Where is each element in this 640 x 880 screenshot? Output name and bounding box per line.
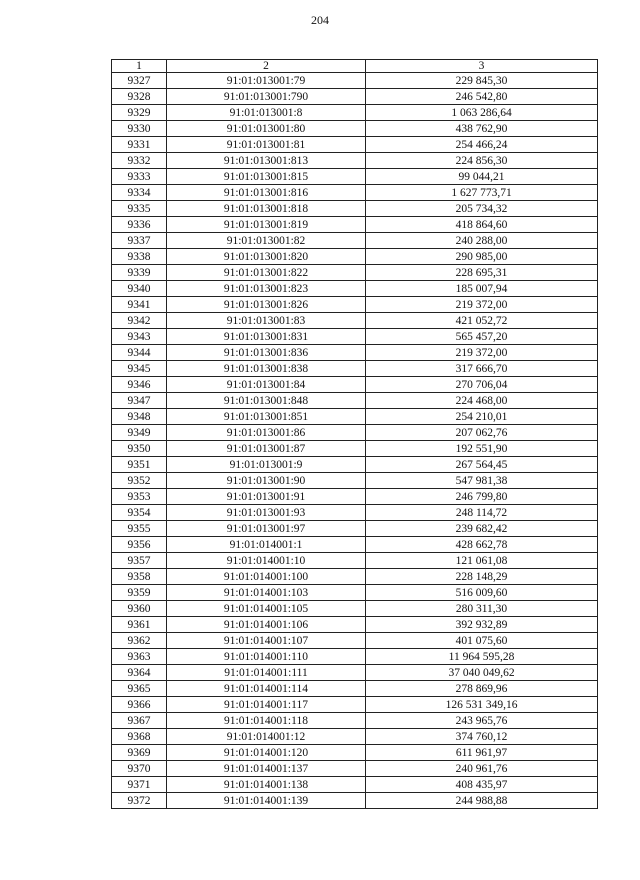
cadastral-number-cell: 91:01:014001:106 [167,617,366,633]
row-number-cell: 9344 [112,345,167,361]
table-row [112,185,598,201]
value-cell: 246 542,80 [366,89,598,105]
table-row [112,457,598,473]
row-number-cell: 9330 [112,121,167,137]
value-cell: 185 007,94 [366,281,598,297]
value-cell: 126 531 349,16 [366,697,598,713]
table-row [112,553,598,569]
cadastral-number-cell: 91:01:014001:12 [167,729,366,745]
page-number: 204 [311,13,329,27]
cadastral-number-cell: 91:01:013001:9 [167,457,366,473]
row-number-cell: 9332 [112,153,167,169]
cadastral-number-cell: 91:01:014001:1 [167,537,366,553]
table-row [112,329,598,345]
row-number-cell: 9343 [112,329,167,345]
row-number-cell: 9340 [112,281,167,297]
value-cell: 611 961,97 [366,745,598,761]
table-row [112,489,598,505]
row-number-cell: 9361 [112,617,167,633]
value-cell: 228 148,29 [366,569,598,585]
value-cell: 11 964 595,28 [366,649,598,665]
table-row [112,537,598,553]
cadastral-number-cell: 91:01:014001:118 [167,713,366,729]
table-row [112,121,598,137]
value-cell: 418 864,60 [366,217,598,233]
table-row [112,217,598,233]
table-row [112,713,598,729]
table-row [112,649,598,665]
value-cell: 270 706,04 [366,377,598,393]
cadastral-number-cell: 91:01:013001:90 [167,473,366,489]
cadastral-number-cell: 91:01:013001:91 [167,489,366,505]
cadastral-number-cell: 91:01:013001:848 [167,393,366,409]
cadastral-number-cell: 91:01:013001:81 [167,137,366,153]
cadastral-number-cell: 91:01:014001:120 [167,745,366,761]
value-cell: 239 682,42 [366,521,598,537]
row-number-cell: 9360 [112,601,167,617]
cadastral-number-cell: 91:01:013001:838 [167,361,366,377]
cadastral-number-cell: 91:01:013001:80 [167,121,366,137]
cadastral-number-cell: 91:01:013001:93 [167,505,366,521]
value-cell: 228 695,31 [366,265,598,281]
row-number-cell: 9338 [112,249,167,265]
table-row [112,233,598,249]
table-row [112,89,598,105]
cadastral-number-cell: 91:01:013001:84 [167,377,366,393]
value-cell: 267 564,45 [366,457,598,473]
column-header-3: 3 [366,60,598,73]
value-cell: 205 734,32 [366,201,598,217]
cadastral-number-cell: 91:01:014001:111 [167,665,366,681]
cadastral-number-cell: 91:01:013001:818 [167,201,366,217]
row-number-cell: 9354 [112,505,167,521]
value-cell: 192 551,90 [366,441,598,457]
row-number-cell: 9331 [112,137,167,153]
table-row [112,425,598,441]
cadastral-number-cell: 91:01:013001:8 [167,105,366,121]
value-cell: 121 061,08 [366,553,598,569]
value-cell: 243 965,76 [366,713,598,729]
value-cell: 254 466,24 [366,137,598,153]
value-cell: 547 981,38 [366,473,598,489]
value-cell: 374 760,12 [366,729,598,745]
cadastral-number-cell: 91:01:013001:97 [167,521,366,537]
value-cell: 240 961,76 [366,761,598,777]
row-number-cell: 9335 [112,201,167,217]
table-row [112,169,598,185]
row-number-cell: 9345 [112,361,167,377]
table-row [112,665,598,681]
table-row [112,73,598,89]
cadastral-number-cell: 91:01:014001:138 [167,777,366,793]
cadastral-number-cell: 91:01:013001:816 [167,185,366,201]
row-number-cell: 9370 [112,761,167,777]
cadastral-number-cell: 91:01:013001:836 [167,345,366,361]
row-number-cell: 9350 [112,441,167,457]
value-cell: 280 311,30 [366,601,598,617]
cadastral-number-cell: 91:01:013001:820 [167,249,366,265]
row-number-cell: 9351 [112,457,167,473]
row-number-cell: 9349 [112,425,167,441]
table-row [112,153,598,169]
cadastral-number-cell: 91:01:013001:83 [167,313,366,329]
cadastral-value-table [111,59,598,809]
table-row [112,393,598,409]
table-row [112,473,598,489]
cadastral-number-cell: 91:01:014001:114 [167,681,366,697]
row-number-cell: 9328 [112,89,167,105]
row-number-cell: 9336 [112,217,167,233]
table-row [112,521,598,537]
row-number-cell: 9358 [112,569,167,585]
row-number-cell: 9334 [112,185,167,201]
value-cell: 438 762,90 [366,121,598,137]
cadastral-number-cell: 91:01:014001:107 [167,633,366,649]
cadastral-number-cell: 91:01:013001:87 [167,441,366,457]
cadastral-number-cell: 91:01:013001:79 [167,73,366,89]
column-header-2: 2 [167,60,366,73]
row-number-cell: 9346 [112,377,167,393]
value-cell: 37 040 049,62 [366,665,598,681]
row-number-cell: 9369 [112,745,167,761]
value-cell: 408 435,97 [366,777,598,793]
value-cell: 254 210,01 [366,409,598,425]
cadastral-number-cell: 91:01:014001:117 [167,697,366,713]
row-number-cell: 9333 [112,169,167,185]
row-number-cell: 9362 [112,633,167,649]
cadastral-number-cell: 91:01:013001:815 [167,169,366,185]
row-number-cell: 9353 [112,489,167,505]
table-row [112,409,598,425]
table-row [112,249,598,265]
cadastral-number-cell: 91:01:013001:790 [167,89,366,105]
table-row [112,505,598,521]
cadastral-number-cell: 91:01:014001:137 [167,761,366,777]
table-row [112,745,598,761]
cadastral-number-cell: 91:01:013001:831 [167,329,366,345]
cadastral-number-cell: 91:01:013001:819 [167,217,366,233]
cadastral-number-cell: 91:01:014001:100 [167,569,366,585]
row-number-cell: 9365 [112,681,167,697]
row-number-cell: 9327 [112,73,167,89]
table-row [112,281,598,297]
value-cell: 392 932,89 [366,617,598,633]
value-cell: 428 662,78 [366,537,598,553]
table-row [112,441,598,457]
row-number-cell: 9348 [112,409,167,425]
value-cell: 1 627 773,71 [366,185,598,201]
value-cell: 207 062,76 [366,425,598,441]
table-row [112,697,598,713]
value-cell: 401 075,60 [366,633,598,649]
row-number-cell: 9329 [112,105,167,121]
table-row [112,681,598,697]
row-number-cell: 9363 [112,649,167,665]
table-row [112,793,598,809]
table-row [112,729,598,745]
value-cell: 248 114,72 [366,505,598,521]
row-number-cell: 9341 [112,297,167,313]
table-row [112,345,598,361]
cadastral-number-cell: 91:01:014001:110 [167,649,366,665]
value-cell: 240 288,00 [366,233,598,249]
value-cell: 244 988,88 [366,793,598,809]
cadastral-number-cell: 91:01:013001:826 [167,297,366,313]
row-number-cell: 9355 [112,521,167,537]
cadastral-number-cell: 91:01:013001:822 [167,265,366,281]
value-cell: 229 845,30 [366,73,598,89]
row-number-cell: 9356 [112,537,167,553]
value-cell: 317 666,70 [366,361,598,377]
cadastral-number-cell: 91:01:014001:139 [167,793,366,809]
value-cell: 565 457,20 [366,329,598,345]
cadastral-number-cell: 91:01:014001:103 [167,585,366,601]
table-row [112,633,598,649]
value-cell: 224 468,00 [366,393,598,409]
table-row [112,361,598,377]
table-header-row [112,60,598,73]
row-number-cell: 9371 [112,777,167,793]
row-number-cell: 9368 [112,729,167,745]
cadastral-number-cell: 91:01:014001:10 [167,553,366,569]
cadastral-number-cell: 91:01:014001:105 [167,601,366,617]
value-cell: 1 063 286,64 [366,105,598,121]
table-row [112,201,598,217]
cadastral-number-cell: 91:01:013001:823 [167,281,366,297]
row-number-cell: 9337 [112,233,167,249]
table-row [112,297,598,313]
table-row [112,265,598,281]
table-row [112,777,598,793]
cadastral-number-cell: 91:01:013001:86 [167,425,366,441]
value-cell: 99 044,21 [366,169,598,185]
value-cell: 278 869,96 [366,681,598,697]
table-row [112,569,598,585]
row-number-cell: 9352 [112,473,167,489]
table-row [112,377,598,393]
row-number-cell: 9339 [112,265,167,281]
table-row [112,617,598,633]
table-row [112,313,598,329]
value-cell: 290 985,00 [366,249,598,265]
value-cell: 246 799,80 [366,489,598,505]
value-cell: 516 009,60 [366,585,598,601]
cadastral-number-cell: 91:01:013001:813 [167,153,366,169]
table-row [112,105,598,121]
value-cell: 219 372,00 [366,297,598,313]
table-row [112,601,598,617]
table-row [112,585,598,601]
row-number-cell: 9357 [112,553,167,569]
row-number-cell: 9372 [112,793,167,809]
table-row [112,137,598,153]
value-cell: 219 372,00 [366,345,598,361]
row-number-cell: 9364 [112,665,167,681]
cadastral-number-cell: 91:01:013001:851 [167,409,366,425]
cadastral-number-cell: 91:01:013001:82 [167,233,366,249]
row-number-cell: 9342 [112,313,167,329]
table-body [112,73,598,809]
value-cell: 224 856,30 [366,153,598,169]
value-cell: 421 052,72 [366,313,598,329]
table-row [112,761,598,777]
row-number-cell: 9359 [112,585,167,601]
column-header-1: 1 [112,60,167,73]
row-number-cell: 9367 [112,713,167,729]
row-number-cell: 9366 [112,697,167,713]
row-number-cell: 9347 [112,393,167,409]
